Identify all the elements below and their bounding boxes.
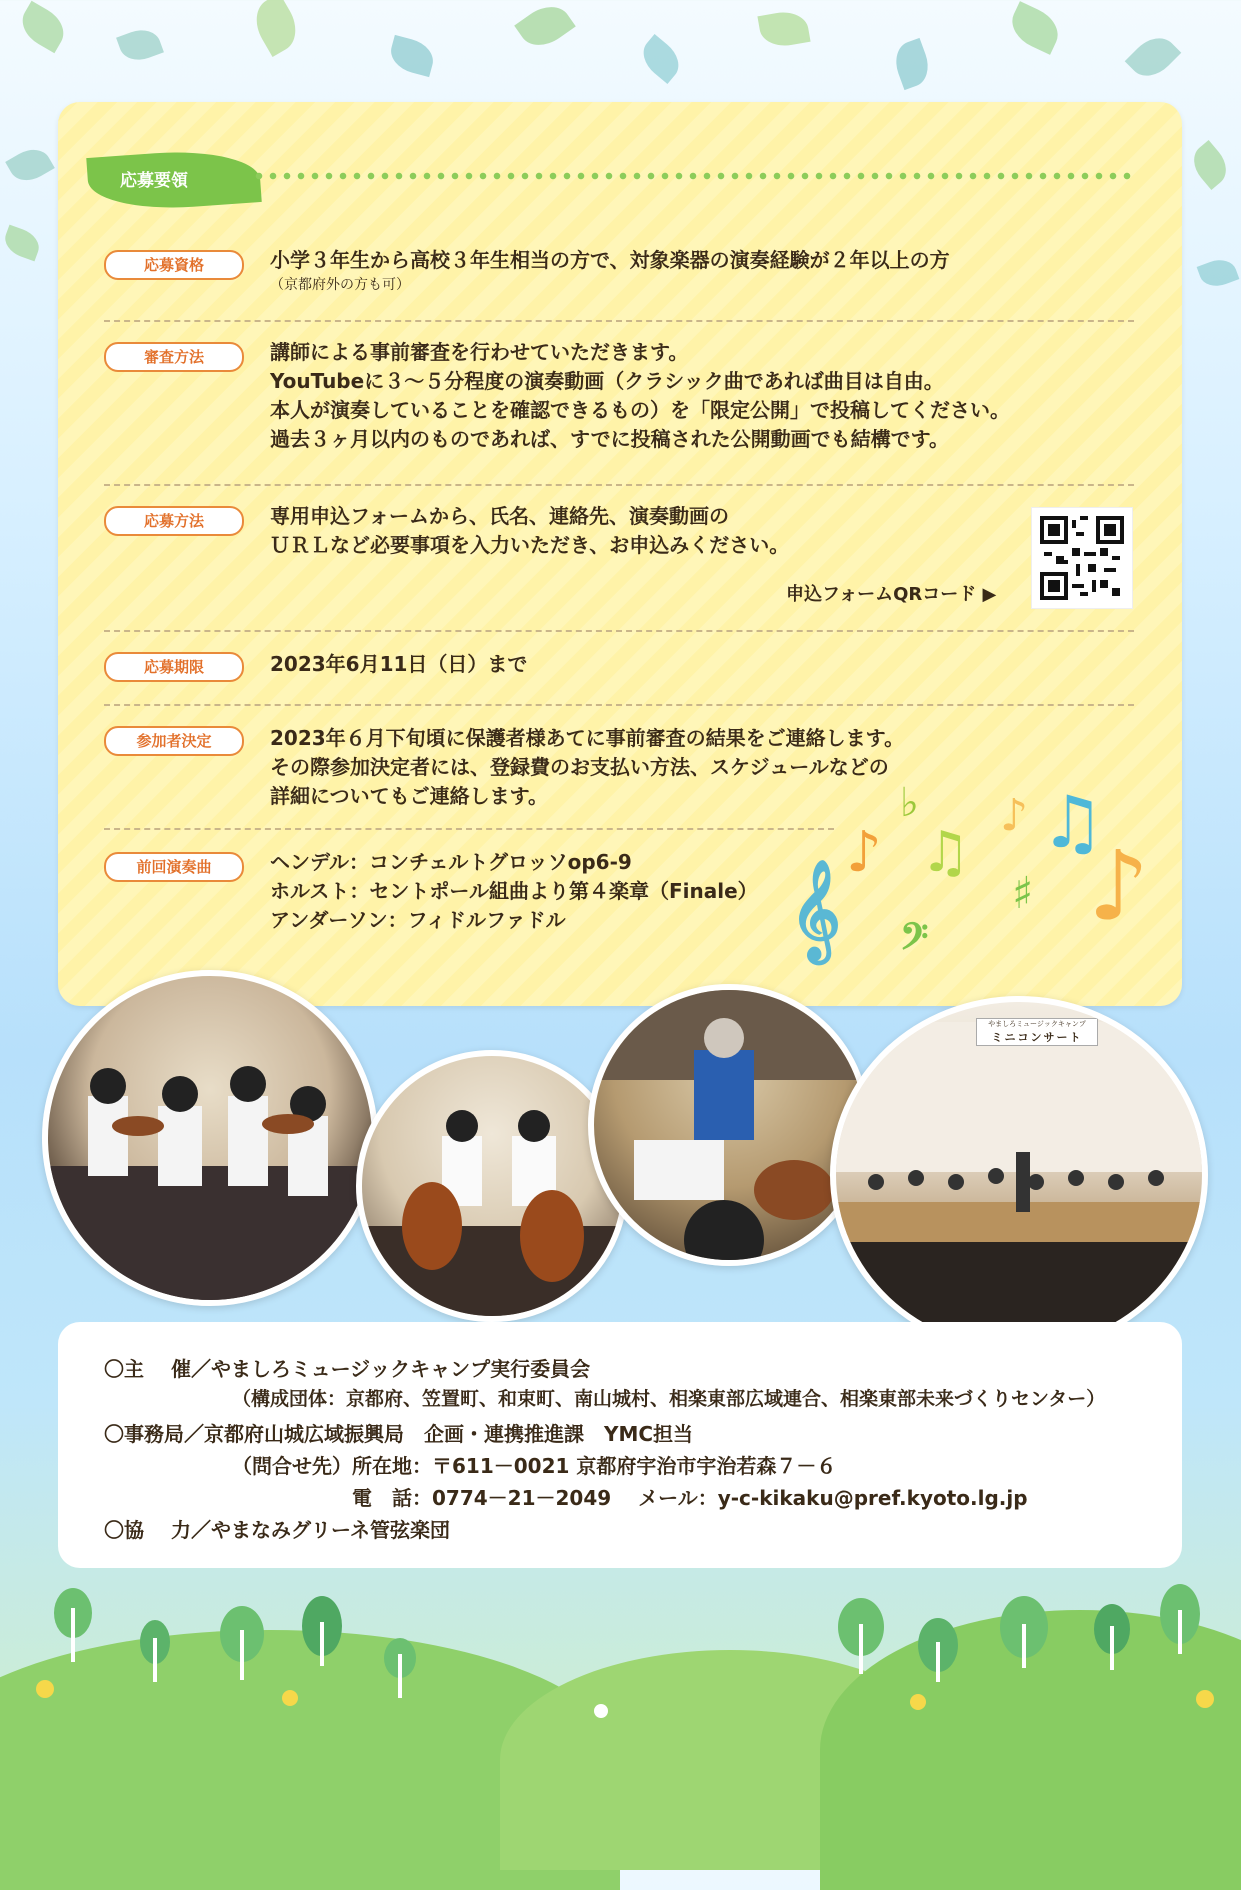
selection-text <box>270 724 904 811</box>
deadline-text: 2023年6月11日（日）まで <box>270 652 528 676</box>
eligibility-text <box>270 246 950 295</box>
repertoire-line: アンダーソン：フィドルファドル <box>270 908 566 932</box>
selection-line: その際参加決定者には、登録費のお支払い方法、スケジュールなどの <box>270 755 889 779</box>
contact-address: （問合せ先）所在地：〒611－0021 京都府宇治市宇治若森７－６ <box>232 1454 837 1478</box>
organizer-name: やましろミュージックキャンプ実行委員会 <box>210 1357 591 1381</box>
office-name: 京都府山城広域振興局 企画・連携推進課 YMC担当 <box>204 1422 694 1446</box>
qr-code-icon <box>1040 516 1124 600</box>
beamed-notes-icon: ♫ <box>1040 780 1105 864</box>
office-label: 〇事務局／ <box>104 1422 204 1446</box>
divider <box>104 630 1134 632</box>
concert-banner <box>976 1018 1098 1046</box>
label-application-method: 応募方法 <box>104 506 244 536</box>
beamed-notes-icon: ♫ <box>920 820 971 885</box>
repertoire-line: ヘンデル：コンチェルトグロッソop6-9 <box>270 850 632 874</box>
concert-stage-illustration <box>836 1002 1202 1348</box>
label-deadline: 応募期限 <box>104 652 244 682</box>
cooperation-name: やまなみグリーネ管弦楽団 <box>210 1518 450 1542</box>
bass-clef-icon: 𝄢 <box>900 916 929 967</box>
selection-line: 詳細についてもご連絡します。 <box>270 784 548 808</box>
organizer-label: 〇主 催／ <box>104 1357 211 1381</box>
office-row <box>104 1418 693 1447</box>
divider <box>104 320 1134 322</box>
concert-banner-title: ミニコンサート <box>991 1031 1083 1044</box>
screening-line: 本人が演奏していることを確認できるもの）を「限定公開」で投稿してください。 <box>270 398 1010 422</box>
concert-banner-sub: やましろミュージックキャンプ <box>988 1020 1086 1028</box>
eligibility-note: （京都府外の方も可） <box>270 277 410 293</box>
screening-line: YouTubeに３～５分程度の演奏動画（クラシック曲であれば曲目は自由。 <box>270 369 944 393</box>
organizer-members: （構成団体：京都府、笠置町、和束町、南山城村、相楽東部広域連合、相楽東部未来づくりセンター） <box>232 1388 1106 1410</box>
eighth-note-icon: ♪ <box>1000 790 1029 841</box>
eighth-note-icon: ♪ <box>1088 830 1150 942</box>
treble-clef-icon: 𝄞 <box>790 860 841 960</box>
label-selection: 参加者決定 <box>104 726 244 756</box>
label-eligibility: 応募資格 <box>104 250 244 280</box>
eligibility-line: 小学３年生から高校３年生相当の方で、対象楽器の演奏経験が２年以上の方 <box>270 248 950 272</box>
repertoire-text <box>270 848 758 935</box>
flat-icon: ♭ <box>900 780 919 826</box>
repertoire-line: ホルスト：セントポール組曲より第４楽章（Finale） <box>270 879 758 903</box>
label-previous-repertoire: 前回演奏曲 <box>104 852 244 882</box>
photo-conductor-rehearsal <box>588 984 870 1266</box>
sharp-icon: ♯ <box>1012 868 1034 919</box>
section-title: 応募要領 <box>120 171 188 191</box>
organizer-row <box>104 1353 590 1382</box>
contact-phone-email[interactable]: 電 話：0774－21－2049 メール：y-c-kikaku@pref.kyoto.lg.jp <box>352 1486 1028 1510</box>
application-method-line: 専用申込フォームから、氏名、連絡先、演奏動画の <box>270 504 729 528</box>
screening-line: 講師による事前審査を行わせていただきます。 <box>270 340 689 364</box>
qr-code-caption[interactable]: 申込フォームQRコード ▶ <box>786 584 997 605</box>
photo-mini-concert-stage <box>830 996 1208 1354</box>
label-screening: 審査方法 <box>104 342 244 372</box>
dotted-line-divider <box>252 168 1132 184</box>
divider <box>104 484 1134 486</box>
eighth-note-icon: ♪ <box>846 820 882 885</box>
screening-line: 過去３ヶ月以内のものであれば、すでに投稿された公開動画でも結構です。 <box>270 427 949 451</box>
photo-violin-students <box>42 970 378 1306</box>
screening-text <box>270 338 1010 454</box>
application-method-text <box>270 502 789 560</box>
violinists-illustration <box>48 976 372 1300</box>
conductor-illustration <box>594 990 864 1260</box>
selection-line: 2023年６月下旬頃に保護者様あてに事前審査の結果をご連絡します。 <box>270 726 905 750</box>
photo-cello-students <box>356 1050 628 1322</box>
cellists-illustration <box>362 1056 622 1316</box>
cooperation-row <box>104 1514 450 1543</box>
qr-code[interactable] <box>1032 508 1132 608</box>
cooperation-label: 〇協 力／ <box>104 1518 211 1542</box>
divider <box>104 828 834 830</box>
application-method-line: ＵＲＬなど必要事項を入力いただき、お申込みください。 <box>270 533 790 557</box>
divider <box>104 704 1134 706</box>
